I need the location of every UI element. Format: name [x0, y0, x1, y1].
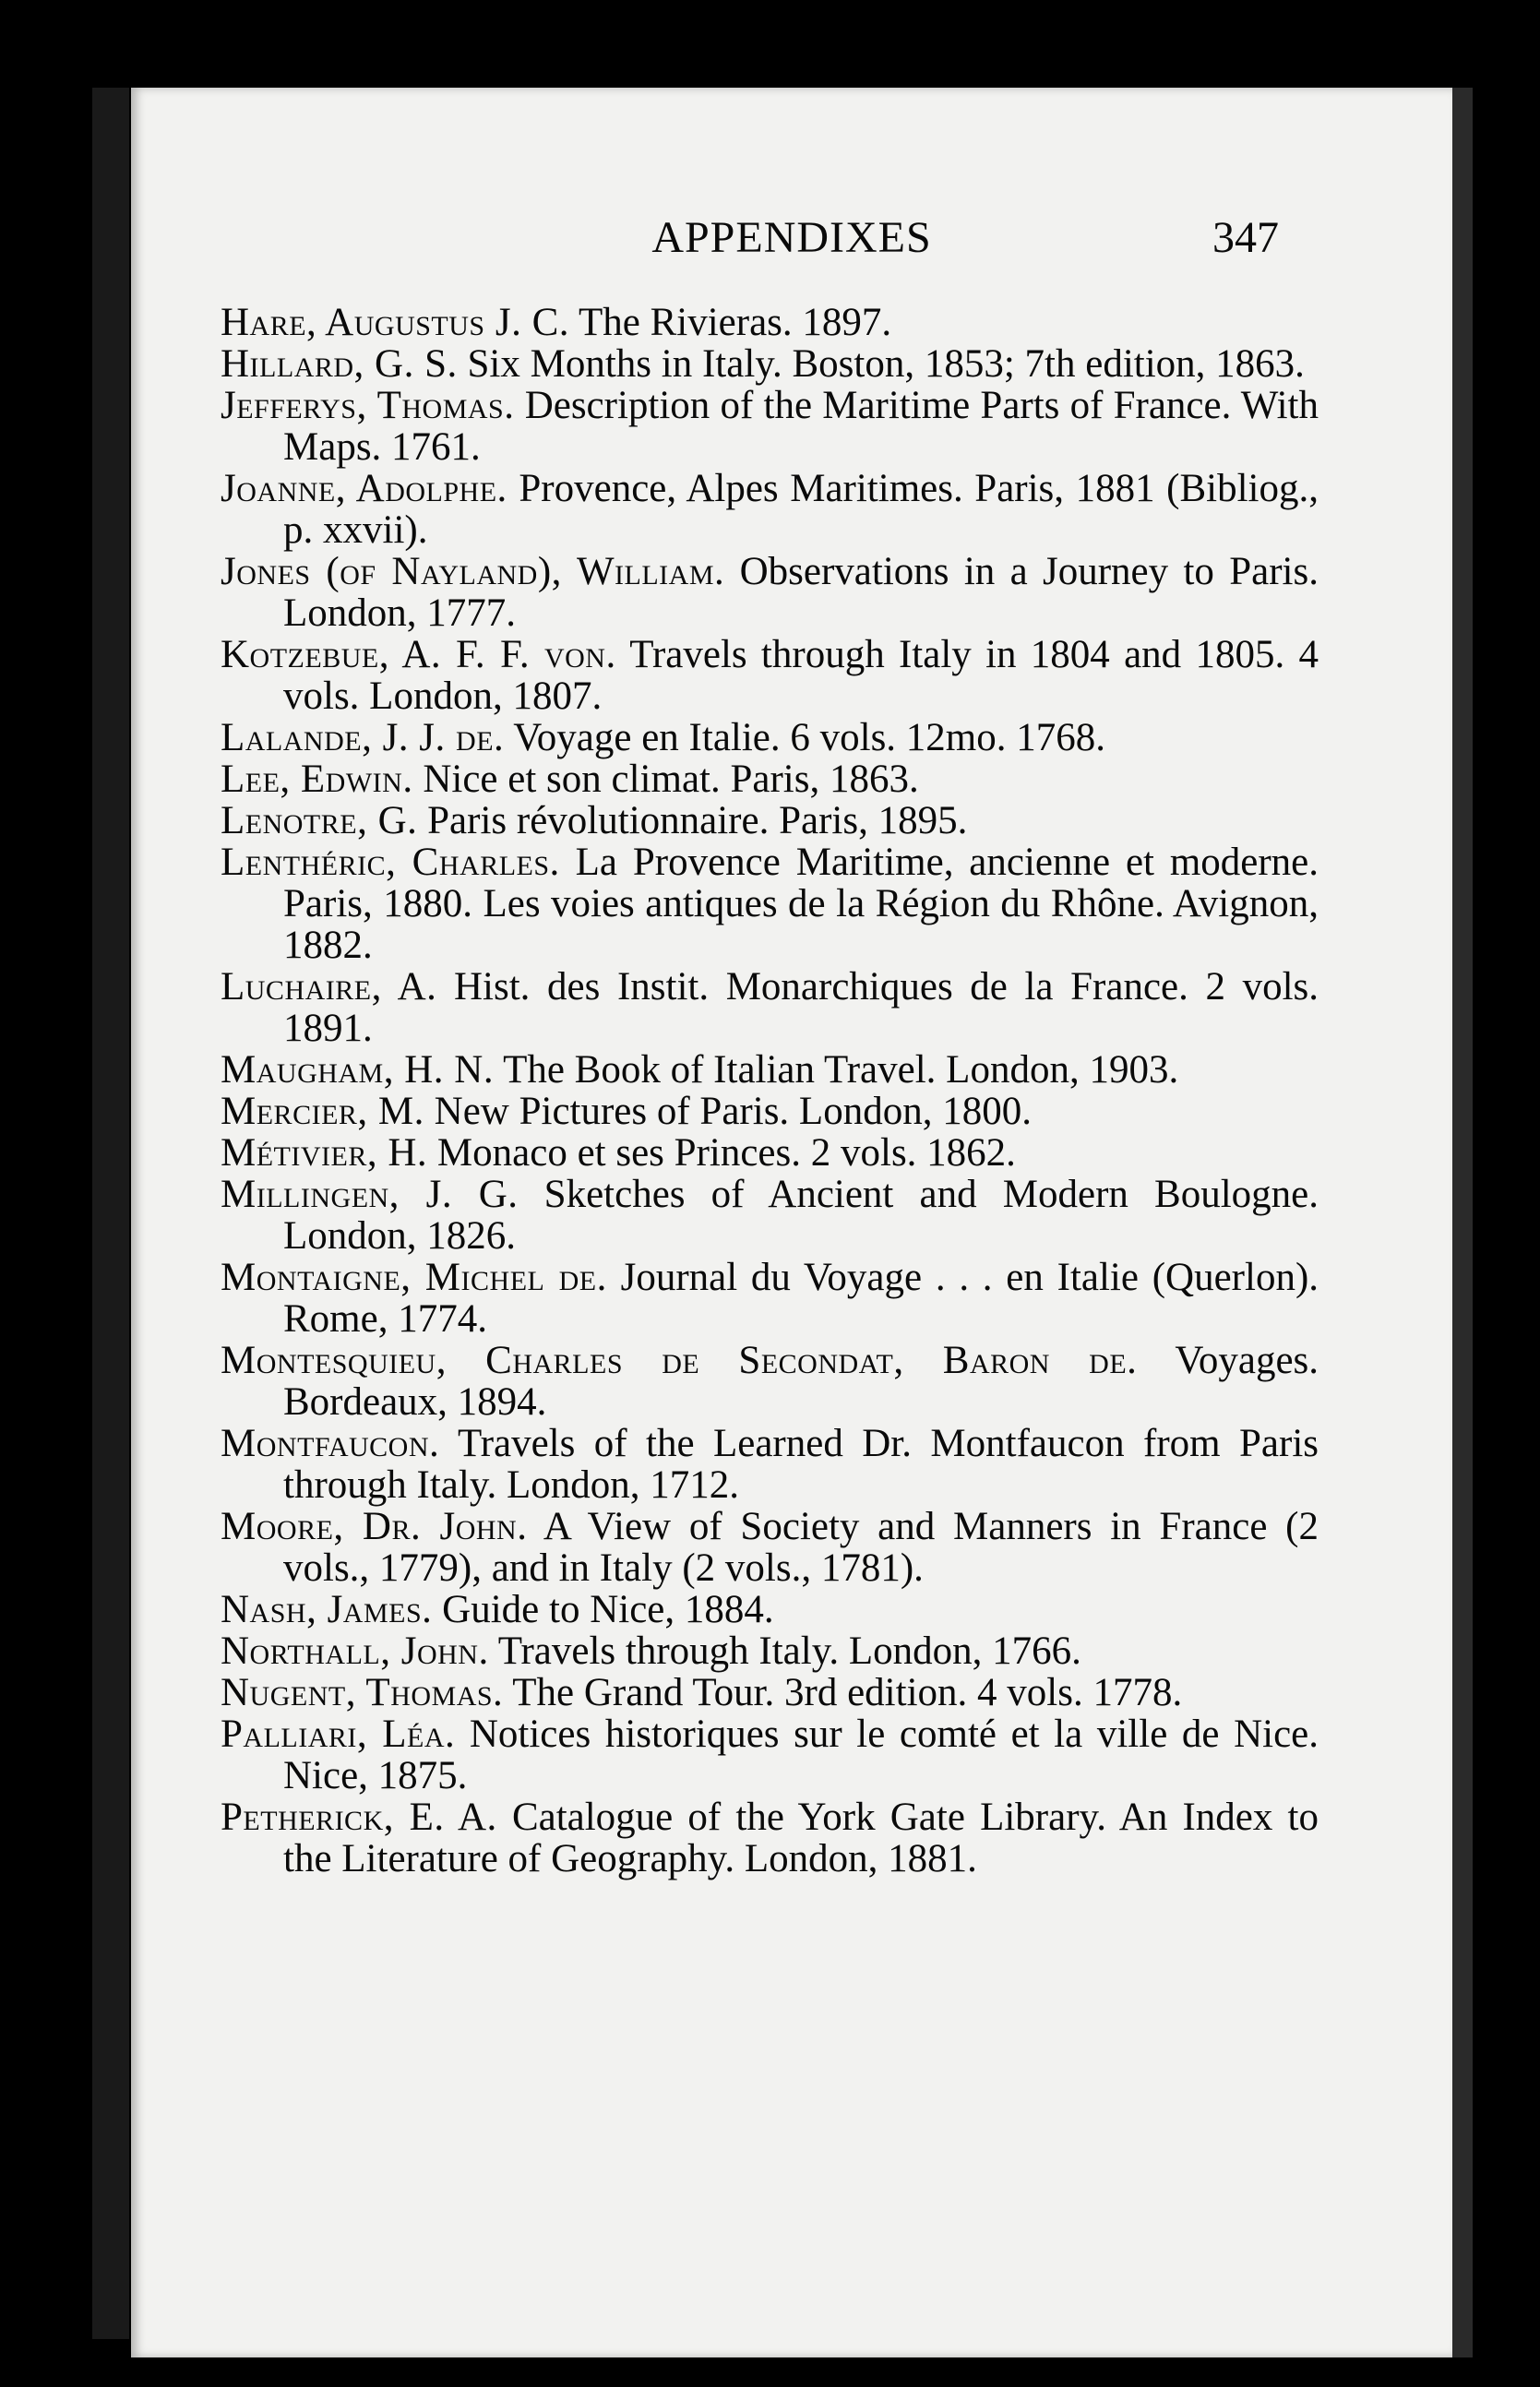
- entry-text: The Book of Italian Travel. London, 1903.: [503, 1048, 1179, 1092]
- entry-text: Description of the Maritime Parts of France. With Maps. 1761.: [283, 384, 1319, 469]
- entry-text: A View of Society and Manners in France (2 vols., 1779), and in Italy (2 vols., 1781).: [283, 1505, 1319, 1590]
- entry-author: Hare, Augustus J. C.: [221, 301, 570, 344]
- entry-text: Six Months in Italy. Boston, 1853; 7th edition, 1863.: [467, 342, 1305, 386]
- entry-text: La Provence Maritime, ancienne et moderne. Paris, 1880. Les voies antiques de la Région du Rhône. Avignon, 1882.: [283, 841, 1319, 967]
- entry-author: Montaigne, Michel de.: [221, 1256, 607, 1299]
- entry-text: Paris révolutionnaire. Paris, 1895.: [427, 799, 968, 842]
- entry-author: Petherick, E. A.: [221, 1796, 497, 1839]
- bibliography-entry: [221, 1132, 1319, 1174]
- bibliography-entry: [221, 966, 1319, 1049]
- bibliography-entry: [221, 1506, 1319, 1589]
- entry-text: The Grand Tour. 3rd edition. 4 vols. 1778.: [512, 1671, 1183, 1714]
- entry-author: Métivier, H.: [221, 1131, 428, 1175]
- entry-text: Journal du Voyage . . . en Italie (Querlon). Rome, 1774.: [283, 1256, 1319, 1341]
- entry-author: Kotzebue, A. F. F. von.: [221, 633, 616, 676]
- entry-text: Notices historiques sur le comté et la ville de Nice. Nice, 1875.: [283, 1713, 1319, 1797]
- bibliography-entry: [221, 1796, 1319, 1880]
- entry-author: Montesquieu, Charles de Secondat, Baron de.: [221, 1339, 1138, 1382]
- bibliography-entry: [221, 468, 1319, 551]
- bibliography-entry: [221, 1423, 1319, 1506]
- bibliography-entry: [221, 1340, 1319, 1423]
- entry-author: Lenthéric, Charles.: [221, 841, 560, 884]
- bibliography-entry: [221, 634, 1319, 717]
- bibliography-entry: [221, 1589, 1319, 1630]
- page-header: [131, 212, 1452, 277]
- entry-author: Luchaire, A.: [221, 965, 437, 1009]
- entry-text: Observations in a Journey to Paris. London, 1777.: [283, 550, 1319, 635]
- bibliography-entry: [221, 1257, 1319, 1340]
- bibliography-entry: [221, 841, 1319, 966]
- entry-text: Hist. des Instit. Monarchiques de la France. 2 vols. 1891.: [283, 965, 1319, 1050]
- entry-text: Guide to Nice, 1884.: [442, 1588, 774, 1631]
- bibliography-entry: [221, 758, 1319, 800]
- entry-author: Mercier, M.: [221, 1090, 424, 1133]
- bibliography-entry: [221, 1174, 1319, 1257]
- entry-author: Hillard, G. S.: [221, 342, 458, 386]
- entry-text: Voyages. Bordeaux, 1894.: [283, 1339, 1319, 1424]
- entry-text: The Rivieras. 1897.: [579, 301, 892, 344]
- bibliography-entry: [221, 302, 1319, 343]
- bibliography-entry: [221, 343, 1319, 385]
- entry-text: Sketches of Ancient and Modern Boulogne. London, 1826.: [283, 1173, 1319, 1258]
- entry-text: Travels of the Learned Dr. Montfaucon from Paris through Italy. London, 1712.: [283, 1422, 1319, 1507]
- page-number: 347: [1212, 213, 1279, 262]
- entry-author: Palliari, Léa.: [221, 1713, 456, 1756]
- bibliography-entry: [221, 1713, 1319, 1796]
- entry-author: Lenotre, G.: [221, 799, 418, 842]
- bibliography-entry: [221, 551, 1319, 634]
- bibliography-entry: [221, 800, 1319, 841]
- entry-author: Nugent, Thomas.: [221, 1671, 504, 1714]
- entry-author: Jones (of Nayland), William.: [221, 550, 725, 593]
- bibliography-list: [221, 302, 1319, 1880]
- bibliography-entry: [221, 385, 1319, 468]
- entry-author: Northall, John.: [221, 1629, 489, 1673]
- entry-author: Moore, Dr. John.: [221, 1505, 528, 1548]
- bibliography-entry: [221, 1672, 1319, 1713]
- bibliography-entry: [221, 717, 1319, 758]
- running-head: APPENDIXES: [651, 213, 932, 262]
- entry-author: Jefferys, Thomas.: [221, 384, 515, 427]
- book-page: [131, 88, 1473, 2357]
- entry-author: Montfaucon.: [221, 1422, 440, 1465]
- entry-text: Catalogue of the York Gate Library. An Index to the Literature of Geography. London, 1881.: [283, 1796, 1319, 1880]
- entry-author: Joanne, Adolphe.: [221, 467, 507, 510]
- entry-author: Maugham, H. N.: [221, 1048, 495, 1092]
- entry-author: Millingen, J. G.: [221, 1173, 519, 1216]
- entry-author: Lalande, J. J. de.: [221, 716, 505, 759]
- entry-text: New Pictures of Paris. London, 1800.: [434, 1090, 1032, 1133]
- entry-text: Travels through Italy in 1804 and 1805. 4 vols. London, 1807.: [283, 633, 1319, 718]
- entry-text: Monaco et ses Princes. 2 vols. 1862.: [436, 1131, 1016, 1175]
- entry-text: Provence, Alpes Maritimes. Paris, 1881 (Bibliog., p. xxvii).: [283, 467, 1319, 552]
- entry-author: Nash, James.: [221, 1588, 433, 1631]
- entry-text: Travels through Italy. London, 1766.: [497, 1629, 1081, 1673]
- bibliography-entry: [221, 1091, 1319, 1132]
- bibliography-entry: [221, 1630, 1319, 1672]
- bibliography-entry: [221, 1049, 1319, 1091]
- entry-text: Nice et son climat. Paris, 1863.: [423, 758, 919, 801]
- binding-shadow: [92, 88, 129, 2339]
- entry-text: Voyage en Italie. 6 vols. 12mo. 1768.: [513, 716, 1106, 759]
- entry-author: Lee, Edwin.: [221, 758, 413, 801]
